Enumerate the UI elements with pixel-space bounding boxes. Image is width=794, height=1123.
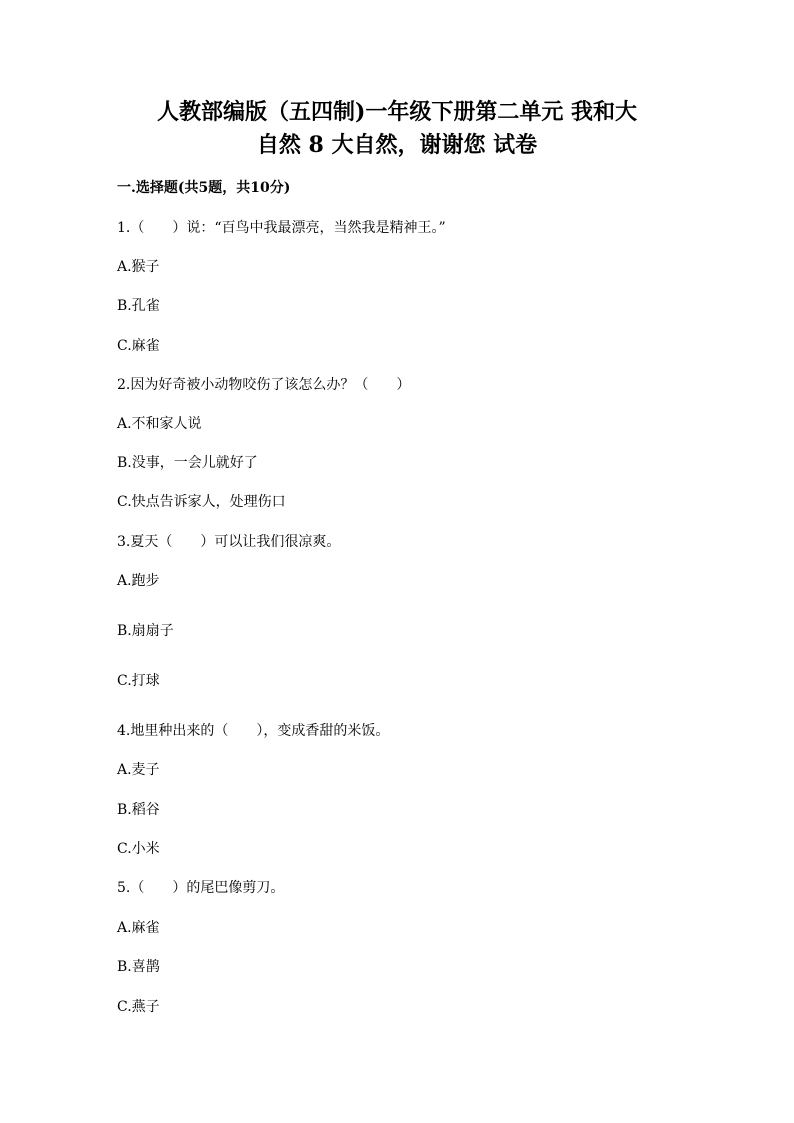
question-2-stem: 2.因为好奇被小动物咬伤了该怎么办？（ ） [117, 377, 411, 393]
question-1-option-b: B.孔雀 [117, 298, 160, 314]
question-2-option-a: A.不和家人说 [117, 416, 202, 432]
question-5-option-b: B.喜鹊 [117, 959, 160, 975]
document-title-line-1: 人教部编版（五四制)一年级下册第二单元 我和大 [156, 99, 638, 125]
question-2-option-b: B.没事，一会儿就好了 [117, 455, 258, 471]
question-2-option-c: C.快点告诉家人，处理伤口 [117, 494, 286, 510]
question-1-option-a: A.猴子 [117, 259, 160, 275]
question-4-option-a: A.麦子 [117, 762, 160, 778]
question-5-option-a: A.麻雀 [117, 920, 160, 936]
question-4-option-c: C.小米 [117, 841, 160, 857]
question-5-option-c: C.燕子 [117, 999, 160, 1015]
question-4-stem: 4.地里种出来的（ ），变成香甜的米饭。 [117, 723, 390, 739]
question-1-stem: 1.（ ）说：“百鸟中我最漂亮，当然我是精神王。” [117, 220, 446, 236]
question-4-option-b: B.稻谷 [117, 802, 160, 818]
document-title-line-2: 自然 8 大自然，谢谢您 试卷 [256, 132, 538, 158]
question-1-option-c: C.麻雀 [117, 338, 160, 354]
question-5-stem: 5.（ ）的尾巴像剪刀。 [117, 880, 285, 896]
question-3-option-b: B.扇扇子 [117, 623, 174, 639]
question-3-option-c: C.打球 [117, 673, 160, 689]
question-3-stem: 3.夏天（ ）可以让我们很凉爽。 [117, 534, 341, 550]
question-3-option-a: A.跑步 [117, 573, 160, 589]
section-heading: 一.选择题(共5题，共10分) [117, 180, 291, 196]
